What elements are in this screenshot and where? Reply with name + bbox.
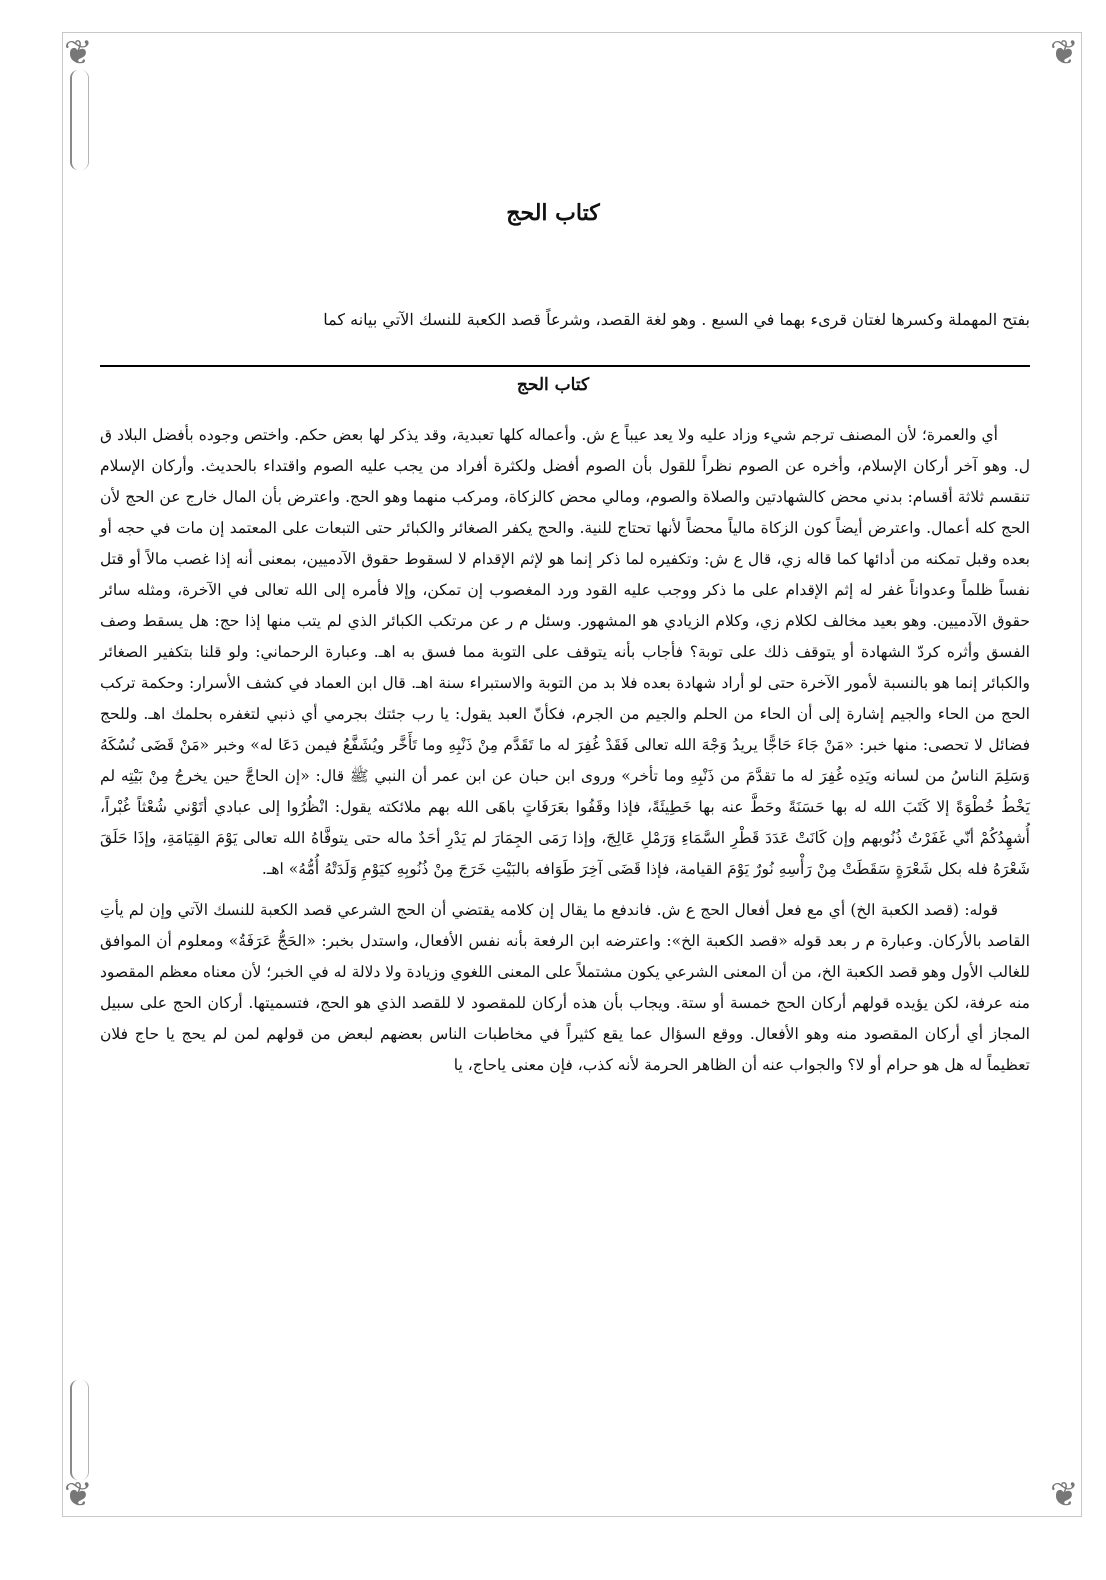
corner-ornament-icon: ❦ <box>1050 1475 1079 1515</box>
corner-ornament-icon: ❦ <box>64 1475 93 1515</box>
corner-ornament-icon: ❦ <box>64 33 93 73</box>
commentary-paragraph: قوله: (قصد الكعبة الخ) أي مع فعل أفعال الحج ع ش. فاندفع ما يقال إن كلامه يقتضي أن الحج الشرعي قصد الكعبة للنسك الآتي وإن لم يأتِ القاصد بالأركان. وعبارة م ر بعد قوله «قصد الكعبة الخ»: واعترضه ابن الرفعة بأنه نفس الأفعال، واستدل بخبر: «الحَجُّ عَرَفَةُ» ومعلوم أن الموافق للغالب الأول وهو قصد الكعبة الخ، من أن المعنى الشرعي يكون مشتملاً على المعنى اللغوي وزيادة ولا دلالة له في الخبر؛ لأن معناه معظم المقصود منه عرفة، لكن يؤيده قولهم أركان الحج خمسة أو ستة. ويجاب بأن هذه أركان للمقصود لا للقصد الذي هو الحج، فتسميتها. أركان الحج على سبيل المجاز أي أركان المقصود منه وهو الأفعال. ووقع السؤال عما يقع كثيراً في مخاطبات الناس بعضهم لبعض من قولهم لمن لم يحج يا حاج فلان تعظيماً له هل هو حرام أو لا؟ والجواب عنه أن الظاهر الحرمة لأنه كذب، فإن معنى ياحاج، يا <box>100 901 1030 1074</box>
scroll-ornament-top <box>70 70 89 170</box>
commentary-body <box>100 420 1030 1081</box>
scroll-ornament-bottom <box>70 1380 89 1480</box>
corner-ornament-icon: ❦ <box>1050 33 1079 73</box>
page-title: كتاب الحج <box>506 200 600 226</box>
matn-text: بفتح المهملة وكسرها لغتان قرىء بهما في السبع . وهو لغة القصد، وشرعاً قصد الكعبة للنسك الآتي بيانه كما <box>323 310 1030 329</box>
separator-rule <box>100 365 1030 367</box>
commentary-title: كتاب الحج <box>516 375 590 395</box>
commentary-paragraph: أي والعمرة؛ لأن المصنف ترجم شيء وزاد عليه ولا يعد عيباً ع ش. وأعماله كلها تعبدية، وقد يذكر لها بعض حكم. واختص وجوده بأفضل البلاد ق ل. وهو آخر أركان الإسلام، وأخره عن الصوم نظراً للقول بأن الصوم أفضل ولكثرة أفراد من يجب عليه الصوم واقتداء بالحديث. وأركان الإسلام تنقسم ثلاثة أقسام: بدني محض كالشهادتين والصلاة والصوم، ومالي محض كالزكاة، ومركب منهما وهو الحج. واعترض بأن المال خارج عن الحج لأن الحج كله أعمال. واعترض أيضاً كون الزكاة مالياً محضاً لأنها تحتاج للنية. والحج يكفر الصغائر والكبائر حتى التبعات على المعتمد إن مات في حجه أو بعده وقبل تمكنه من أدائها كما قاله زي، قال ع ش: وتكفيره لما ذكر إنما هو لإثم الإقدام لا لسقوط حقوق الآدميين، بمعنى أنه إذا غصب مالاً أو قتل نفساً ظلماً وعدواناً غفر له إثم الإقدام على ما ذكر ووجب عليه القود ورد المغصوب إن تمكن، وإلا فأمره إلى الله تعالى في الآخرة، ومثله سائر حقوق الآدميين. وهو بعيد مخالف لكلام زي، وكلام الزيادي هو المشهور. وسئل م ر عن مرتكب الكبائر الذي لم يتب منها إذا حج: هل يسقط وصف الفسق وأثره كردّ الشهادة أو يتوقف ذلك على توبة؟ فأجاب بأنه يتوقف على التوبة مما فسق به اهـ. وعبارة الرحماني: ولو قلنا بتكفير الصغائر والكبائر إنما هو بالنسبة لأمور الآخرة حتى لو أراد شهادة بعده فلا بد من التوبة والاستبراء سنة اهـ. قال ابن العماد في كشف الأسرار: وحكمة تركب الحج من الحاء والجيم إشارة إلى أن الحاء من الحلم والجيم من الجرم، فكأنّ العبد يقول: يا رب جئتك بجرمي أي ذنبي لتغفره بحلمك اهـ. وللحج فضائل لا تحصى: منها خبر: «مَنْ جَاءَ حَاجًّا يريدُ وَجْهَ الله تعالى فَقَدْ غُفِرَ له ما تَقَدَّم مِنْ ذَنْبِهِ وما تَأَخَّر ويُشَفَّعُ فيمن دَعَا له» وخبر «مَنْ قَضَى نُسُكَهُ وَسَلِمَ الناسُ من لسانه ويَدِه غُفِرَ له ما تقدَّمَ من ذَنْبِهِ وما تأخر» وروى ابن حبان عن ابن عمر أن النبي ﷺ قال: «إن الحاجَّ حين يخرجُ مِنْ بَيْتِه لم يَخْطُ خُطْوَةً إلا كَتَبَ الله له بها حَسَنَةً وحَطَّ عنه بها خَطِيئَةً، فإذا وقَفُوا بعَرَفَاتٍ باهَى الله بهم ملائكته يقول: انْظُرُوا إلى عبادي أتَوْني شُعْثاً غُبْراً، أُشهِدُكُمْ أنّي غَفَرْتُ ذُنُوبهم وإن كَانَتْ عَدَدَ قَطْرِ السَّمَاءِ وَرَمْلِ عَالِجَ، وإذا رَمَى الجِمَارَ لم يَدْرِ أحَدٌ ماله حتى يتوفَّاهُ الله تعالى يَوْمَ القِيَامَةِ، وإذَا حَلَقَ شَعْرَهُ فله بكل شَعْرَةٍ سَقَطَتْ مِنْ رَأْسِهِ نُورٌ يَوْمَ القيامة، فإذا قَضَى آخِرَ طَوَافه بالبَيْتِ خَرَجَ مِنْ ذُنُوبِهِ كيَوْمِ وَلَدَتْهُ أُمُّهُ» اهـ. <box>100 426 1030 878</box>
